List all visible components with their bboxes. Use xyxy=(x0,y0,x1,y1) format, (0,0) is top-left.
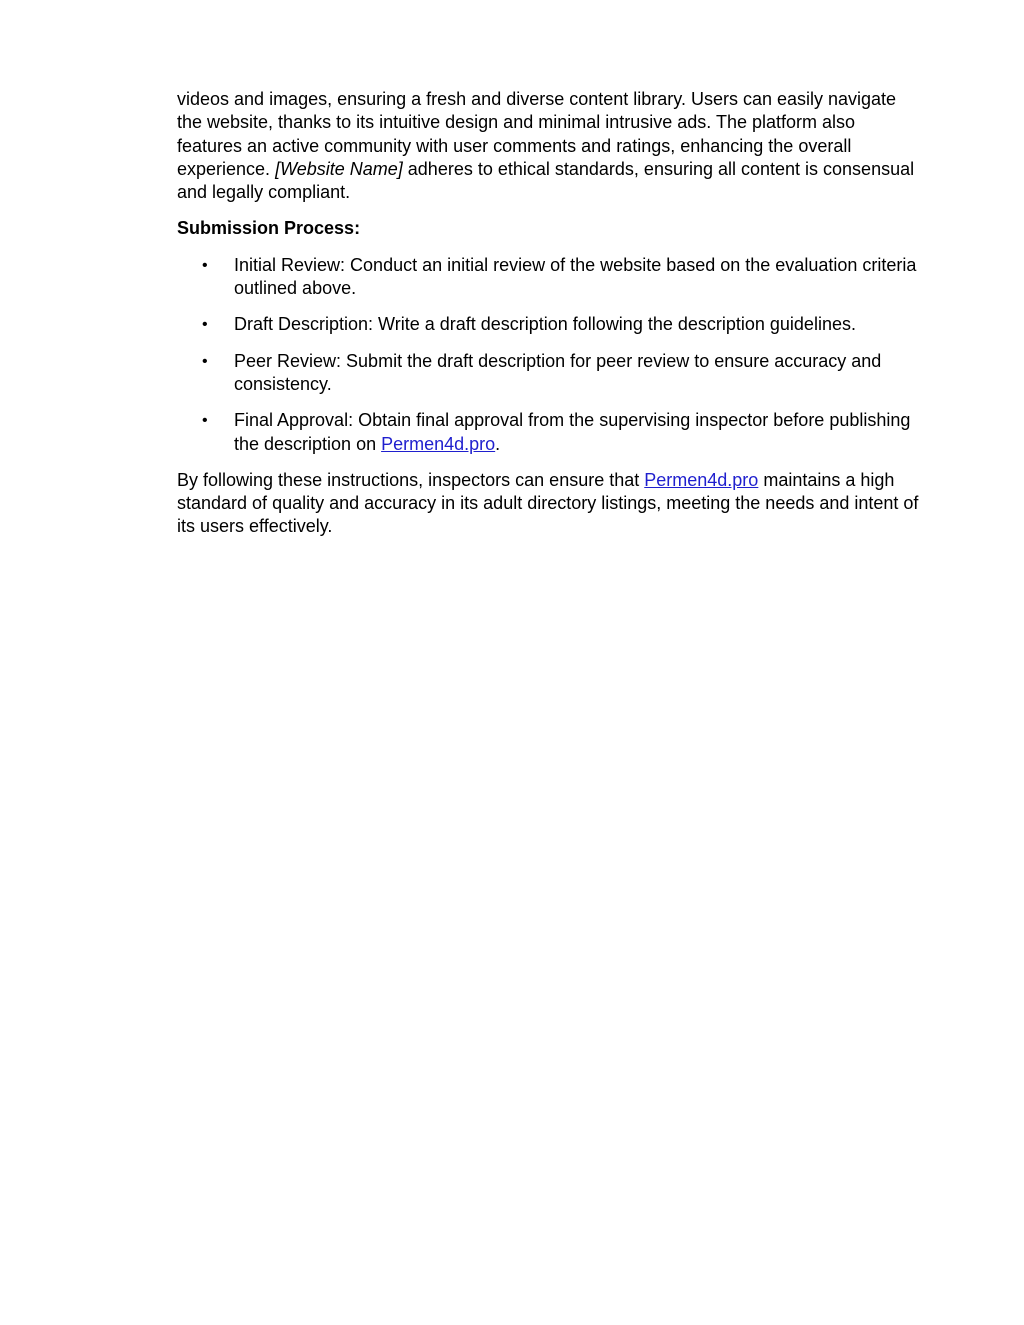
closing-paragraph xyxy=(177,469,922,539)
permen4d-link[interactable]: Permen4d.pro xyxy=(644,469,759,490)
step-text-suffix: . xyxy=(495,433,501,454)
closing-text-after: maintains a high standard of quality and accuracy in its adult directory listings, meeting the needs and intent of its users effectively. xyxy=(177,469,919,537)
list-item xyxy=(177,350,922,397)
step-text: Draft Description: Write a draft description following the description guidelines. xyxy=(234,314,856,335)
closing-text-before: By following these instructions, inspectors can ensure that xyxy=(177,469,645,490)
list-item xyxy=(177,313,922,336)
list-item xyxy=(177,409,922,456)
bullet-icon: • xyxy=(202,256,208,274)
bullet-icon: • xyxy=(202,316,208,334)
step-text: Initial Review: Conduct an initial review of the website based on the evaluation criteria outlined above. xyxy=(234,254,917,299)
step-text: Final Approval: Obtain final approval from the supervising inspector before publishing the description on xyxy=(234,410,911,454)
document-page xyxy=(177,88,922,539)
intro-paragraph xyxy=(177,88,922,204)
website-name-placeholder: [Website Name] xyxy=(275,158,403,179)
submission-steps-list xyxy=(177,254,922,456)
bullet-icon: • xyxy=(202,412,208,430)
list-item xyxy=(177,254,922,301)
permen4d-link[interactable]: Permen4d.pro xyxy=(381,433,496,454)
intro-text-part2: adheres to ethical standards, ensuring all content is consensual and legally compliant. xyxy=(177,158,915,203)
step-text: Peer Review: Submit the draft description for peer review to ensure accuracy and consistency. xyxy=(234,350,882,394)
submission-heading: Submission Process: xyxy=(177,218,361,239)
intro-text-part1: videos and images, ensuring a fresh and diverse content library. Users can easily navigate the website, thanks to its intuitive design and minimal intrusive ads. The platform also features an active community with user comments and ratings, enhancing the overall experience. xyxy=(177,89,897,179)
bullet-icon: • xyxy=(202,352,208,370)
